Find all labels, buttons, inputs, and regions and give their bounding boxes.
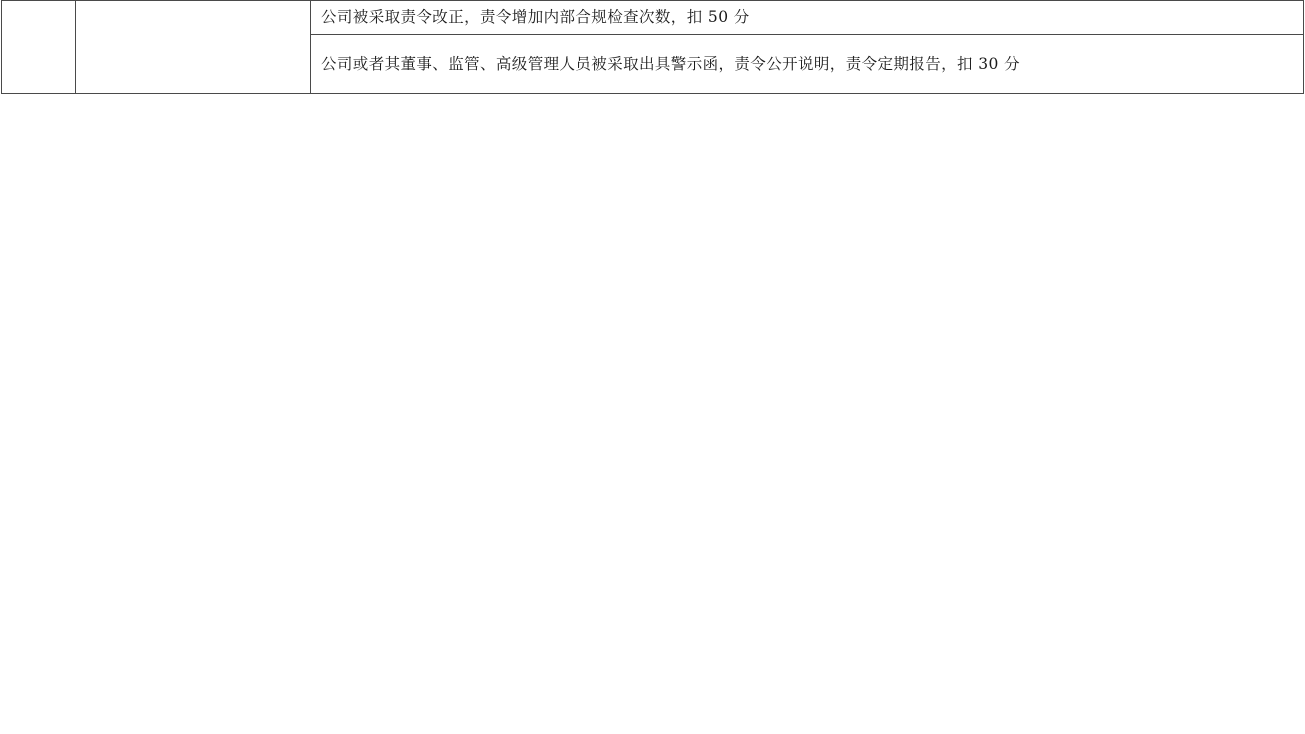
table-row: [2, 1, 1304, 35]
deduction-item: 公司被采取责令改正，责令增加内部合规检查次数，扣 50 分: [311, 1, 1304, 35]
deduction-item: 公司或者其董事、监管、高级管理人员被采取出具警示函，责令公开说明，责令定期报告，扣 30 分: [311, 35, 1304, 94]
section-margin-cell: [2, 1, 76, 94]
scoring-table: [1, 0, 1304, 94]
item-title-cell: [76, 1, 311, 94]
